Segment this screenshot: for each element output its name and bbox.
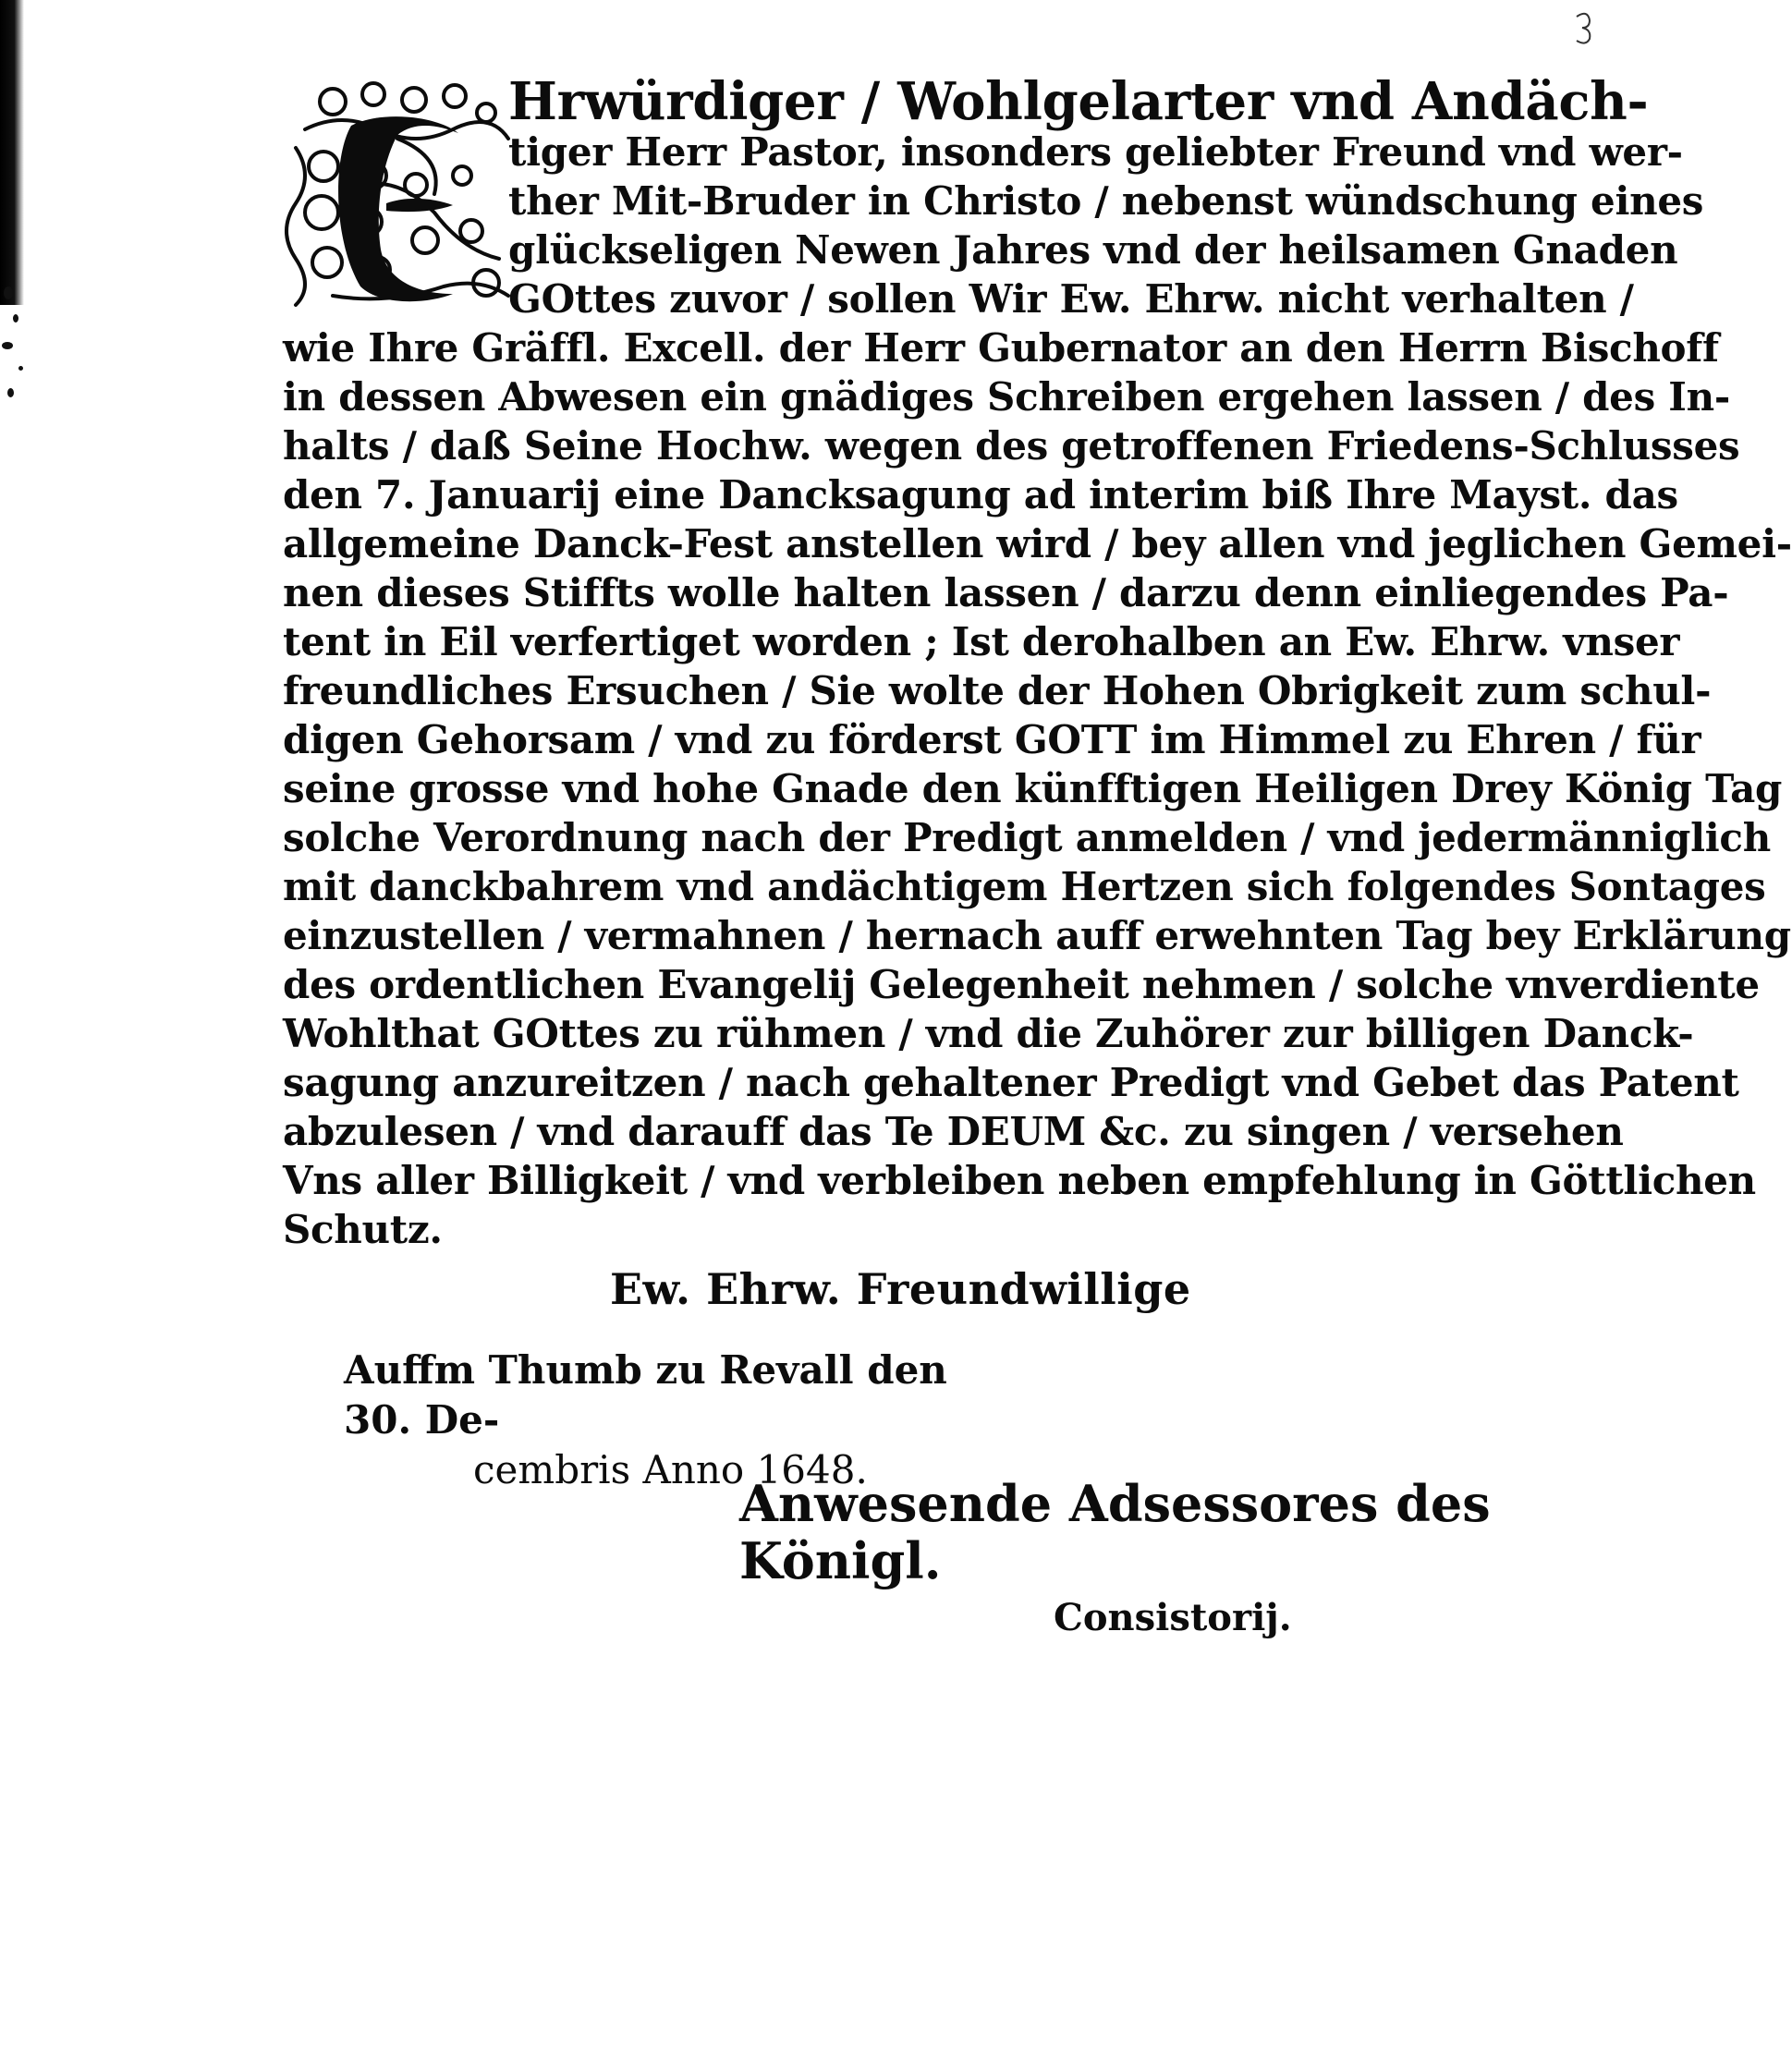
closing-greeting: Ew. Ehrw. Freundwillige — [610, 1264, 1191, 1314]
letter-line: Vns aller Billigkeit / vnd verbleiben neben empfehlung in Göttlichen — [283, 1158, 1756, 1203]
signatories-line-2: Consistorij. — [1054, 1596, 1292, 1639]
signatories-line-1: Anwesende Adsessores des Königl. — [739, 1474, 1491, 1590]
letter-line: Hrwürdiger / Wohlgelarter vnd Andäch- — [508, 71, 1649, 132]
letter-line: tiger Herr Pastor, insonders geliebter Freund vnd wer- — [508, 129, 1683, 175]
letter-line: den 7. Januarij eine Dancksagung ad interim biß Ihre Mayst. das — [283, 472, 1678, 518]
letter-line: glückseligen Newen Jahres vnd der heilsamen Gnaden — [508, 227, 1678, 273]
letter-line: freundliches Ersuchen / Sie wolte der Hohen Obrigkeit zum schul- — [283, 668, 1712, 713]
letter-line: abzulesen / vnd darauff das Te DEUM &c. zu singen / versehen — [283, 1109, 1624, 1154]
letter-line: Schutz. — [283, 1207, 443, 1252]
letter-line: halts / daß Seine Hochw. wegen des getroffenen Friedens-Schlusses — [283, 423, 1740, 469]
place-date-line-2: cembris Anno 1648. — [473, 1447, 868, 1492]
place-date-line-1: Auffm Thumb zu Revall den 30. De- — [344, 1347, 947, 1443]
page-corner-mark — [1571, 4, 1595, 46]
letter-line: wie Ihre Gräffl. Excell. der Herr Gubernator an den Herrn Bischoff — [283, 325, 1719, 371]
letter-line: ther Mit-Bruder in Christo / nebenst wündschung eines — [508, 178, 1704, 224]
scan-specks — [0, 277, 37, 425]
letter-line: mit danckbahrem vnd andächtigem Hertzen sich folgendes Sontages — [283, 864, 1766, 909]
letter-body — [283, 71, 1792, 1254]
signatories — [739, 1475, 1497, 1647]
letter-line: allgemeine Danck-Fest anstellen wird / bey allen vnd jeglichen Gemei- — [283, 521, 1792, 566]
letter-line: tent in Eil verfertiget worden ; Ist derohalben an Ew. Ehrw. vnser — [283, 619, 1680, 664]
letter-line: digen Gehorsam / vnd zu förderst GOTT im Himmel zu Ehren / für — [283, 717, 1701, 762]
letter-line: Wohlthat GOttes zu rühmen / vnd die Zuhörer zur billigen Danck- — [283, 1011, 1694, 1056]
place-and-date — [344, 1346, 991, 1495]
letter-line: seine grosse vnd hohe Gnade den künfftigen Heiligen Drey König Tag — [283, 766, 1783, 811]
letter-line: einzustellen / vermahnen / hernach auff erwehnten Tag bey Erklärung — [283, 913, 1791, 958]
letter-line: des ordentlichen Evangelij Gelegenheit nehmen / solche vnverdiente — [283, 962, 1760, 1007]
letter-line: in dessen Abwesen ein gnädiges Schreiben ergehen lassen / des In- — [283, 374, 1730, 420]
letter-line: sagung anzureitzen / nach gehaltener Predigt vnd Gebet das Patent — [283, 1060, 1739, 1105]
scan-edge-shadow — [0, 0, 24, 305]
letter-line: GOttes zuvor / sollen Wir Ew. Ehrw. nicht verhalten / — [508, 276, 1634, 322]
letter-line: nen dieses Stiffts wolle halten lassen / darzu denn einliegendes Pa- — [283, 570, 1729, 615]
letter-line: solche Verordnung nach der Predigt anmelden / vnd jedermänniglich — [283, 815, 1771, 860]
